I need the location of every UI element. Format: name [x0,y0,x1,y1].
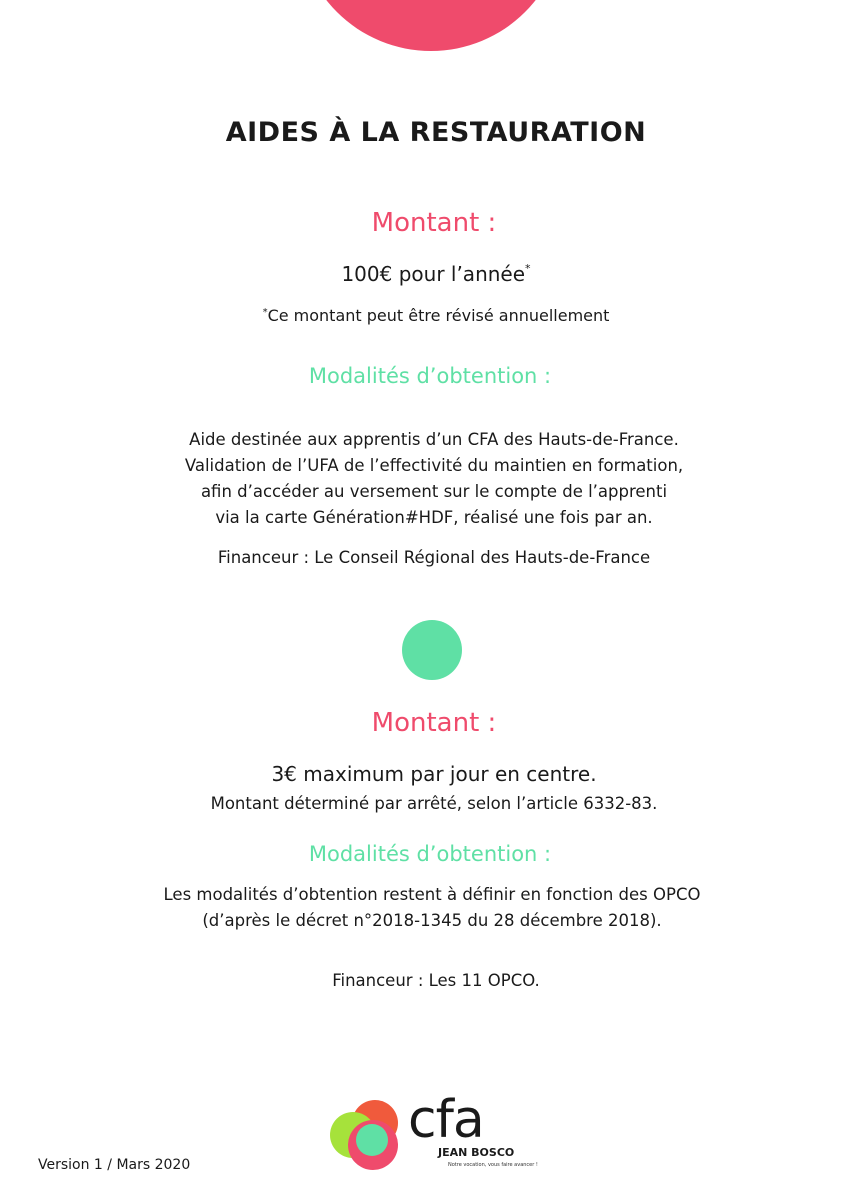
logo-tagline: Notre vocation, vous faire avancer ! [448,1162,538,1168]
amount-note-text: Ce montant peut être révisé annuellement [267,306,610,325]
funder-2: Financeur : Les 11 OPCO. [332,971,540,990]
decorative-green-circle [402,620,462,680]
amount-value-1 [12,262,848,286]
amount-heading-2: Montant : [371,708,497,738]
modalities-text-2 [8,882,848,934]
cfa-jean-bosco-logo [330,1090,538,1180]
amount-text-1: 100€ pour l’année [341,262,526,286]
logo-cfa-text: cfa [408,1090,484,1150]
funder-1: Financeur : Le Conseil Régional des Hauts-de-France [217,548,651,567]
note-asterisk: * [262,307,268,318]
amount-value-2: 3€ maximum par jour en centre. [271,762,597,786]
modalities-line: via la carte Génération#HDF, réalisé une fois par an. [215,508,653,527]
logo-green-circle [356,1124,388,1156]
amount-heading-1: Montant : [371,208,497,238]
page-title: AIDES À LA RESTAURATION [225,117,647,148]
amount-legal-note: Montant déterminé par arrêté, selon l’article 6332-83. [210,794,658,813]
decorative-pink-circle [298,0,564,51]
modalities-line: Validation de l’UFA de l’effectivité du maintien en formation, [184,456,684,475]
modalities-line: Aide destinée aux apprentis d’un CFA des Hauts-de-France. [189,430,679,449]
modalities-heading-2: Modalités d’obtention : [308,842,552,866]
modalities-line: afin d’accéder au versement sur le compte de l’apprenti [200,482,668,501]
amount-asterisk: * [525,262,531,275]
modalities-line: (d’après le décret n°2018-1345 du 28 décembre 2018). [202,911,662,930]
modalities-heading-1: Modalités d’obtention : [308,364,552,388]
modalities-line: Les modalités d’obtention restent à définir en fonction des OPCO [163,885,701,904]
modalities-text-1 [10,427,848,531]
amount-note [12,306,848,325]
logo-name-text: JEAN BOSCO [438,1146,515,1159]
version-label: Version 1 / Mars 2020 [38,1157,191,1173]
